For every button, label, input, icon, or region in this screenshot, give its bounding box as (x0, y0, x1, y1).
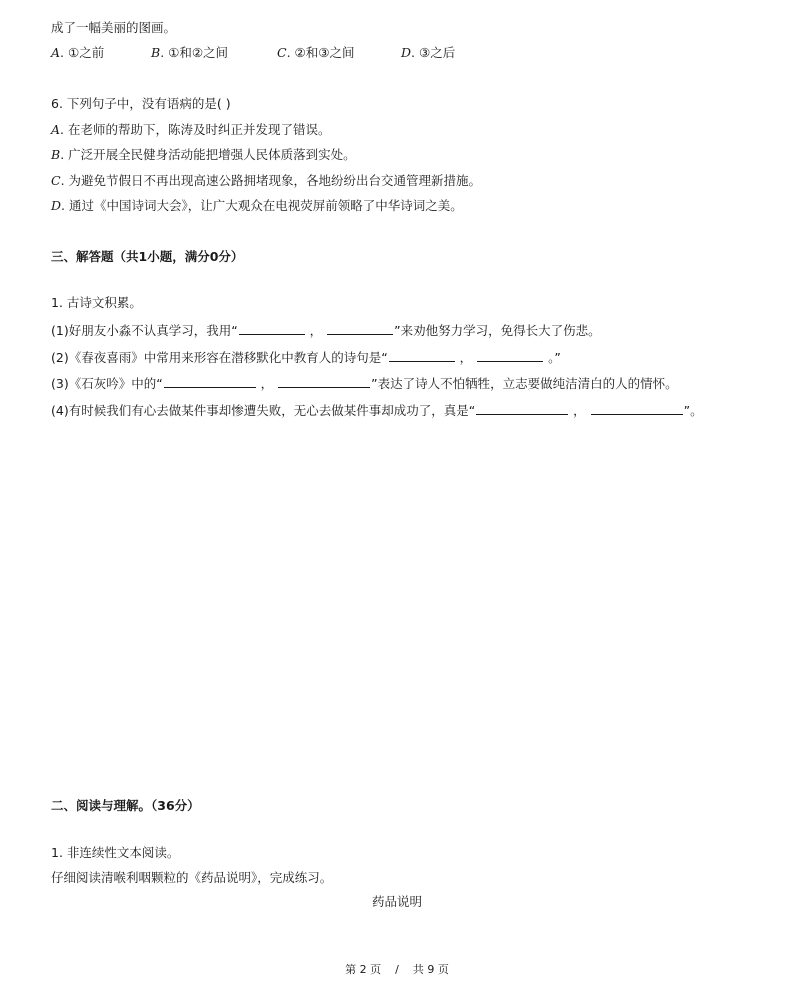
answer-blank[interactable] (164, 375, 256, 388)
page-footer: 第 2 页 / 共 9 页 (345, 963, 449, 976)
fill-item-1: (1)好朋友小淼不认真学习，我用“ ， ”来劝他努力学习，免得长大了伤悲。 (51, 323, 601, 338)
fill-item-3: (3)《石灰吟》中的“ ， ”表达了诗人不怕牺牲，立志要做纯洁清白的人的情怀。 (51, 376, 678, 391)
q5-options (51, 45, 455, 61)
q6-option-d: D. 通过《中国诗词大会》，让广大观众在电视荧屏前领略了中华诗词之美。 (51, 198, 463, 213)
continuation-text: 成了一幅美丽的图画。 (51, 20, 177, 35)
fill-item-2: (2)《春夜喜雨》中常用来形容在潜移默化中教育人的诗句是“ ， 。” (51, 350, 561, 365)
q6-option-c: C. 为避免节假日不再出现高速公路拥堵现象，各地纷纷出台交通管理新措施。 (51, 173, 482, 188)
q6-stem: 6. 下列句子中，没有语病的是( ) (51, 96, 231, 111)
section-2-heading: 二、阅读与理解。（36分） (51, 798, 200, 813)
section-3-heading: 三、解答题（共1小题，满分0分） (51, 249, 244, 264)
q5-option-c: C. ②和③之间 (277, 45, 355, 60)
q5-option-d: D. ③之后 (401, 45, 456, 60)
answer-blank[interactable] (591, 402, 683, 415)
document-title: 药品说明 (371, 894, 422, 909)
answer-blank[interactable] (327, 322, 393, 335)
answer-blank[interactable] (389, 349, 455, 362)
fill-item-4: (4)有时候我们有心去做某件事却惨遭失败，无心去做某件事却成功了，真是“ ， ”。 (51, 403, 703, 418)
answer-blank[interactable] (239, 322, 305, 335)
q5-option-b: B. ①和②之间 (151, 45, 229, 60)
q6-option-a: A. 在老师的帮助下，陈涛及时纠正并发现了错误。 (51, 122, 331, 137)
section-3-q1-stem: 1. 古诗文积累。 (51, 295, 142, 310)
reading-instruction: 仔细阅读清喉利咽颗粒的《药品说明》，完成练习。 (51, 870, 333, 885)
answer-blank[interactable] (477, 349, 543, 362)
answer-blank[interactable] (476, 402, 568, 415)
section-2-q1-stem: 1. 非连续性文本阅读。 (51, 845, 180, 860)
q5-option-a: A. ①之前 (51, 45, 105, 60)
answer-blank[interactable] (278, 375, 370, 388)
q6-option-b: B. 广泛开展全民健身活动能把增强人民体质落到实处。 (51, 147, 356, 162)
